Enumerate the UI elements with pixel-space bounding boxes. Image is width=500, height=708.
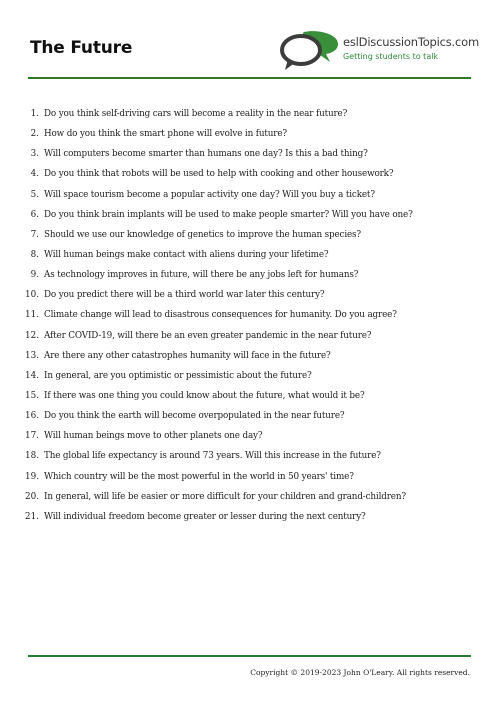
logo-tagline: Getting students to talk (343, 52, 439, 61)
question-number: 7. (30, 229, 39, 240)
question-number: 20. (25, 491, 39, 502)
question-number: 3. (30, 149, 39, 160)
question-text: Do you think self-driving cars will become a reality in the near future? (44, 109, 348, 119)
question-item (0, 350, 500, 370)
question-text: Are there any other catastrophes humanity will face in the future? (44, 350, 331, 361)
question-item (0, 450, 500, 470)
question-text: If there was one thing you could know about the future, what would it be? (44, 390, 365, 401)
question-text: In general, will life be easier or more difficult for your children and grand-children? (44, 491, 406, 502)
page-title: The Future (30, 38, 133, 58)
question-text: Should we use our knowledge of genetics to improve the human species? (44, 229, 361, 240)
question-number: 13. (25, 350, 39, 361)
logo-site-name: eslDiscussionTopics.com (343, 35, 479, 49)
question-number: 19. (25, 471, 39, 482)
question-text: Do you think that robots will be used to help with cooking and other housework? (44, 169, 394, 180)
question-number: 18. (25, 451, 39, 462)
question-text: Will human beings move to other planets one day? (44, 431, 263, 442)
speech-bubbles-logo-icon (280, 28, 342, 74)
question-item (0, 370, 500, 390)
question-number: 15. (25, 390, 39, 401)
question-number: 11. (25, 310, 39, 321)
question-text: Do you think brain implants will be used to make people smarter? Will you have one? (44, 209, 413, 220)
question-number: 21. (25, 511, 39, 522)
question-item (0, 229, 500, 249)
question-text: In general, are you optimistic or pessimistic about the future? (44, 370, 312, 381)
question-number: 10. (25, 290, 39, 301)
question-item (0, 330, 500, 350)
question-text: As technology improves in future, will there be any jobs left for humans? (44, 270, 359, 281)
question-number: 5. (30, 189, 39, 200)
question-text: Will space tourism become a popular activity one day? Will you buy a ticket? (44, 189, 375, 200)
question-item (0, 148, 500, 168)
copyright-notice: Copyright © 2019-2023 John O'Leary. All rights reserved. (250, 668, 470, 677)
question-item (0, 128, 500, 148)
question-number: 14. (25, 370, 39, 381)
question-text: Which country will be the most powerful in the world in 50 years' time? (44, 471, 354, 482)
question-text: After COVID-19, will there be an even greater pandemic in the near future? (44, 330, 372, 341)
question-text: The global life expectancy is around 73 years. Will this increase in the future? (44, 451, 381, 462)
question-text: How do you think the smart phone will evolve in future? (44, 129, 287, 140)
question-number: 1. (30, 109, 39, 119)
question-item (0, 289, 500, 309)
question-text: Will human beings make contact with aliens during your lifetime? (44, 249, 329, 260)
question-number: 8. (30, 249, 39, 260)
question-item (0, 390, 500, 410)
question-item (0, 410, 500, 430)
question-item (0, 189, 500, 209)
question-item (0, 168, 500, 188)
question-text: Will computers become smarter than humans one day? Is this a bad thing? (44, 149, 368, 160)
question-item (0, 108, 500, 128)
question-number: 17. (25, 431, 39, 442)
question-item (0, 209, 500, 229)
question-item (0, 511, 500, 531)
question-number: 4. (30, 169, 39, 180)
question-item (0, 309, 500, 329)
question-item (0, 269, 500, 289)
footer-divider (28, 655, 471, 657)
question-number: 16. (25, 411, 39, 422)
question-list (0, 108, 500, 531)
question-number: 12. (25, 330, 39, 341)
question-text: Climate change will lead to disastrous consequences for humanity. Do you agree? (44, 310, 397, 321)
question-text: Do you predict there will be a third world war later this century? (44, 290, 325, 301)
question-item (0, 471, 500, 491)
question-number: 2. (30, 129, 39, 140)
header-divider (28, 77, 471, 79)
question-item (0, 430, 500, 450)
question-number: 9. (30, 270, 39, 281)
question-text: Do you think the earth will become overpopulated in the near future? (44, 411, 345, 422)
question-item (0, 491, 500, 511)
question-text: Will individual freedom become greater or lesser during the next century? (44, 511, 366, 522)
question-item (0, 249, 500, 269)
question-number: 6. (30, 209, 39, 220)
